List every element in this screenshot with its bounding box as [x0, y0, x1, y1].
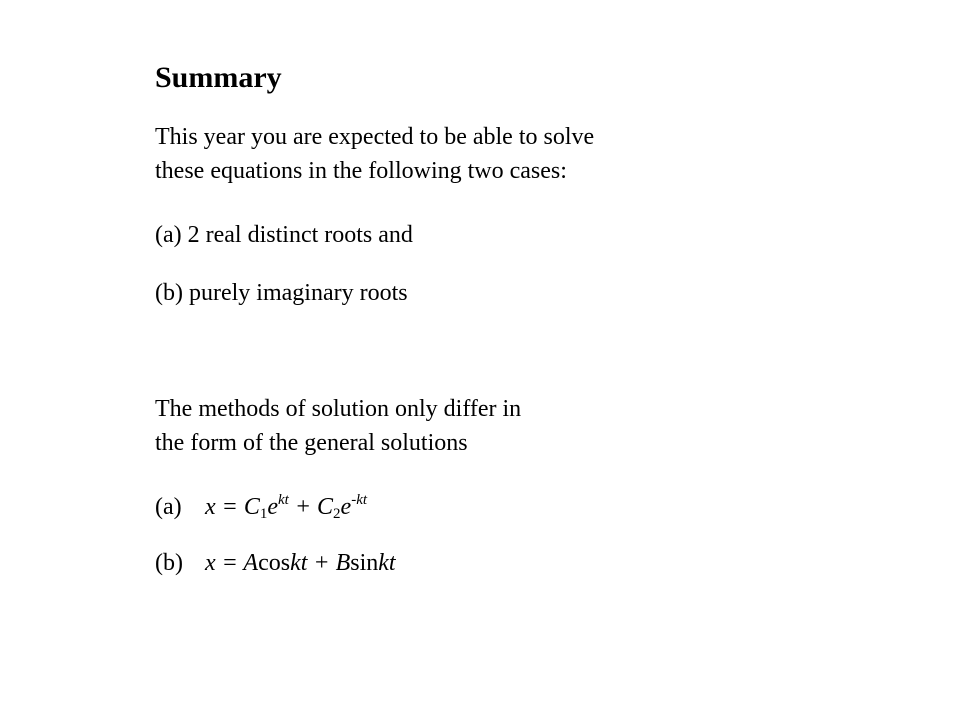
solution-a-exponent-1: kt: [278, 492, 289, 508]
intro-paragraph: [155, 120, 594, 188]
solution-b-equation: [205, 550, 396, 576]
solution-a-e-1: e: [267, 494, 279, 520]
solution-b-label: (b): [155, 550, 183, 576]
solution-b: [155, 546, 396, 580]
solution-b-cos: cos: [258, 550, 291, 576]
solution-a-lhs: x = C: [205, 494, 260, 520]
solution-a-minus-sign: -: [351, 492, 357, 508]
solution-b-lhs: x = A: [205, 550, 259, 576]
solution-a-sub-1: 1: [259, 506, 268, 522]
solution-b-kt-2: kt: [378, 550, 396, 576]
solution-b-kt-1: kt: [290, 550, 308, 576]
solution-a-sub-2: 2: [333, 506, 341, 522]
solution-a: [155, 490, 367, 524]
solution-a-exponent-2: kt: [356, 492, 368, 508]
case-b: (b) purely imaginary roots: [155, 280, 408, 306]
case-a: (a) 2 real distinct roots and: [155, 222, 413, 248]
intro-line-2: these equations in the following two cases:: [155, 158, 567, 184]
methods-line-1: The methods of solution only differ in: [155, 396, 522, 422]
solution-a-label: (a): [155, 494, 182, 520]
slide-title: Summary: [155, 61, 282, 94]
solution-a-plus: + C: [288, 494, 334, 520]
methods-paragraph: [155, 392, 521, 460]
intro-line-1: This year you are expected to be able to solve: [155, 124, 595, 150]
solution-a-e-2: e: [340, 494, 352, 520]
solution-b-sin: sin: [350, 550, 379, 576]
methods-line-2: the form of the general solutions: [155, 430, 468, 456]
solution-a-equation: [205, 494, 367, 520]
solution-b-plus: + B: [307, 550, 351, 576]
